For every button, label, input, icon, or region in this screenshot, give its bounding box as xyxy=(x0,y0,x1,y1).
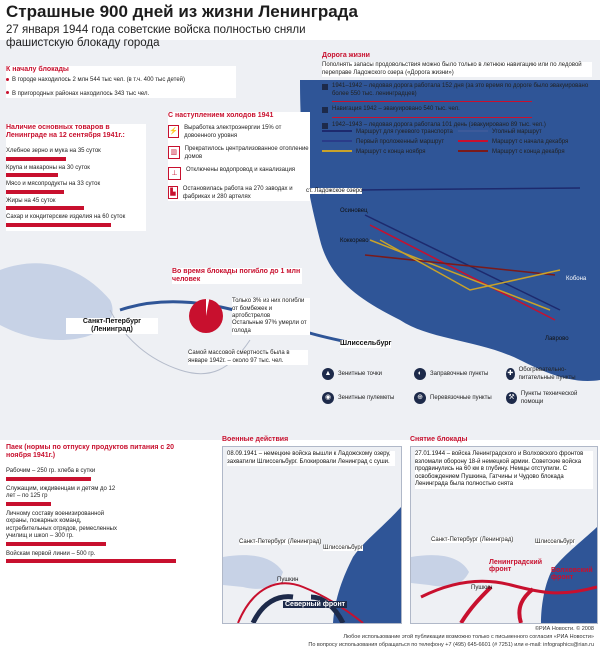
points-legend-label: Зенитные пулеметы xyxy=(338,395,395,401)
panel-lift-spb: Санкт-Петербург (Ленинград) xyxy=(431,537,514,543)
points-legend-label: Обогревательно-питательные пункты xyxy=(518,367,576,381)
blockade-start-section xyxy=(6,66,236,98)
panel-military-map xyxy=(223,447,401,623)
road-intro: Пополнять запасы продовольствия можно было только в летнюю навигацию или по ледовой переправе Ладожского озера («Дорога жизни») xyxy=(322,62,592,77)
rations-item: Войскам первой линии – 500 гр. xyxy=(6,550,96,557)
winter-item: Прекратилось централизованное отопление домов xyxy=(184,146,309,160)
water-tap-icon: ⊥ xyxy=(168,167,181,180)
panel-military-pushkin: Пушкин xyxy=(277,577,299,583)
rations-section xyxy=(6,444,196,563)
panel-lift-front-len: Ленинградский фронт xyxy=(489,559,543,573)
road-period: 1941–1942 – ледовая дорога работала 152 дня (за это время по дороге было эвакуировано более 550 тыс. ленинградцев) xyxy=(332,83,589,97)
points-legend-label: Пункты технической помощи xyxy=(520,391,578,405)
label-ladoga-station: ст. Ладожское озеро xyxy=(306,188,363,194)
lightning-icon: ⚡ xyxy=(168,125,179,138)
radiator-icon: ▥ xyxy=(168,146,180,159)
route-legend xyxy=(322,128,594,156)
winter-section xyxy=(168,112,310,201)
deaths-heading: Во время блокады погибло до 1 млн человек xyxy=(172,268,301,283)
road-of-life-section xyxy=(322,52,592,129)
label-spb: Санкт-Петербург (Ленинград) xyxy=(66,318,158,334)
panel-military-spb: Санкт-Петербург (Ленинград) xyxy=(239,539,322,545)
panel-military-heading: Военные действия xyxy=(222,436,289,443)
route-legend-label: Маршрут для гужевого транспорта xyxy=(356,129,453,135)
rations-item: Рабочим – 250 гр. хлеба в сутки xyxy=(6,468,96,474)
fuel-icon: ◐ xyxy=(414,368,426,380)
factory-icon: ▙ xyxy=(168,186,178,199)
deaths-item: Остальные 97% умерли от голода xyxy=(232,320,310,335)
goods-heading: Наличие основных товаров в Ленинграде на 12 сентября 1941г.: xyxy=(6,124,125,139)
goods-item: Крупа и макароны на 30 суток xyxy=(6,164,90,171)
winter-item: Отключены водопровод и канализация xyxy=(186,167,296,173)
label-lavrovo: Лаврово xyxy=(545,336,569,342)
goods-item: Жиры на 45 суток xyxy=(6,197,56,204)
points-legend-label: Перевязочные пункты xyxy=(430,395,492,401)
panel-military-note: 08.09.1941 – немецкие войска вышли к Ладожскому озеру, захватили Шлиссельбург. Блокировали Ленинград с суши. xyxy=(227,451,395,466)
footer-line1: Любое использование этой публикации возможно только с письменного согласия «РИА Новости» xyxy=(343,634,594,640)
deaths-pie xyxy=(188,298,224,334)
road-period: Навигация 1942 – эвакуировано 540 тыс. чел. xyxy=(332,106,460,112)
deaths-item: Только 3% из них погибли от бомбежек и артобстрелов xyxy=(232,298,310,321)
label-kobona: Кобона xyxy=(566,276,587,282)
blockade-start-item: В городе находилось 2 млн 544 тыс чел. (в т.ч. 400 тыс детей) xyxy=(12,77,186,83)
winter-item: Выработка электроэнергии 15% от довоенного уровня xyxy=(184,125,282,139)
label-konevo: Коккорево xyxy=(340,238,369,244)
deaths-section xyxy=(172,268,302,284)
deaths-item: Самой массовой смертность была в январе 1942г. – около 97 тыс. чел. xyxy=(188,350,308,365)
heating-food-icon: ✚ xyxy=(506,368,515,380)
panel-lift-heading: Снятие блокады xyxy=(410,436,468,443)
goods-item: Мясо и мясопродукты на 33 суток xyxy=(6,181,101,187)
panel-lift xyxy=(410,446,598,624)
route-legend-label: Уголный маршрут xyxy=(492,129,542,135)
rations-item: Служащим, иждивенцам и детям до 12 лет – по 125 гр xyxy=(6,485,116,499)
rations-item: Личному составу военизированной охраны, пожарных команд, истребительных отрядов, ремесленных училищ и школ – 300 гр. xyxy=(6,510,117,539)
footer-line2: По вопросу использования обращаться по телефону +7 (495) 645-6601 (# 7251) или e-mail: infographics@rian.ru xyxy=(308,642,594,648)
points-legend xyxy=(322,366,594,406)
machine-gun-icon: ◉ xyxy=(322,392,334,404)
label-osinovets: Осиновец xyxy=(340,208,368,214)
footer-copyright: ©РИА Новости. © 2008 xyxy=(534,626,594,632)
winter-heading: С наступлением холодов 1941 xyxy=(168,112,274,119)
panel-military-shlisselburg: Шлиссельбург xyxy=(323,545,363,551)
panel-lift-note: 27.01.1944 – войска Ленинградского и Волховского фронтов взломали оборону 18-й немецкой армии. Советские войска продвинулись на 60 км в глубину. Немцы отступили. С освобождением Пушкина, Гатчины и Чудово блокада Ленинграда была полностью снята xyxy=(415,451,593,489)
goods-item: Хлебное зерно и мука на 35 суток xyxy=(6,148,101,154)
tech-help-icon: ⚒ xyxy=(506,392,517,404)
blockade-start-item: В пригородных районах находилось 343 тыс чел. xyxy=(12,90,150,97)
label-shlisselburg: Шлиссельбург xyxy=(340,340,392,347)
page-title: Страшные 900 дней из жизни Ленинграда xyxy=(6,2,358,21)
first-aid-icon: ⊕ xyxy=(414,392,426,404)
road-period: 1942–1943 – ледовая дорога работала 101 день (эвакуировано 89 тыс. чел.) xyxy=(332,121,546,128)
panel-lift-shlisselburg: Шлиссельбург xyxy=(535,539,575,545)
route-legend-label: Маршрут с конца ноября xyxy=(356,149,426,155)
anti-aircraft-icon: ▲ xyxy=(322,368,334,380)
road-heading: Дорога жизни xyxy=(322,52,370,59)
winter-item: Остановилась работа на 270 заводах и фабриках и 280 артелях xyxy=(182,186,293,200)
page-subtitle: 27 января 1944 года советские войска полностью сняли фашистскую блокаду города xyxy=(6,24,306,49)
goods-item: Сахар и кондитерские изделия на 60 суток xyxy=(6,214,126,220)
rations-heading: Паек (нормы по отпуску продуктов питания с 20 ноября 1941г.) xyxy=(6,444,175,459)
route-legend-label: Первый проложенный маршрут xyxy=(356,139,445,145)
blockade-start-heading: К началу блокады xyxy=(6,66,69,73)
panel-lift-front-vol: Волховский фронт xyxy=(551,567,593,581)
points-legend-label: Заправочные пункты xyxy=(430,371,489,377)
points-legend-label: Зенитные точки xyxy=(338,371,382,377)
panel-lift-pushkin: Пушкин xyxy=(471,585,493,591)
route-legend-label: Маршрут с конца декабря xyxy=(492,149,565,155)
route-legend-label: Маршрут с начала декабря xyxy=(492,139,569,145)
panel-military xyxy=(222,446,402,624)
panel-military-front: Северный фронт xyxy=(285,601,346,608)
goods-section xyxy=(6,124,146,231)
